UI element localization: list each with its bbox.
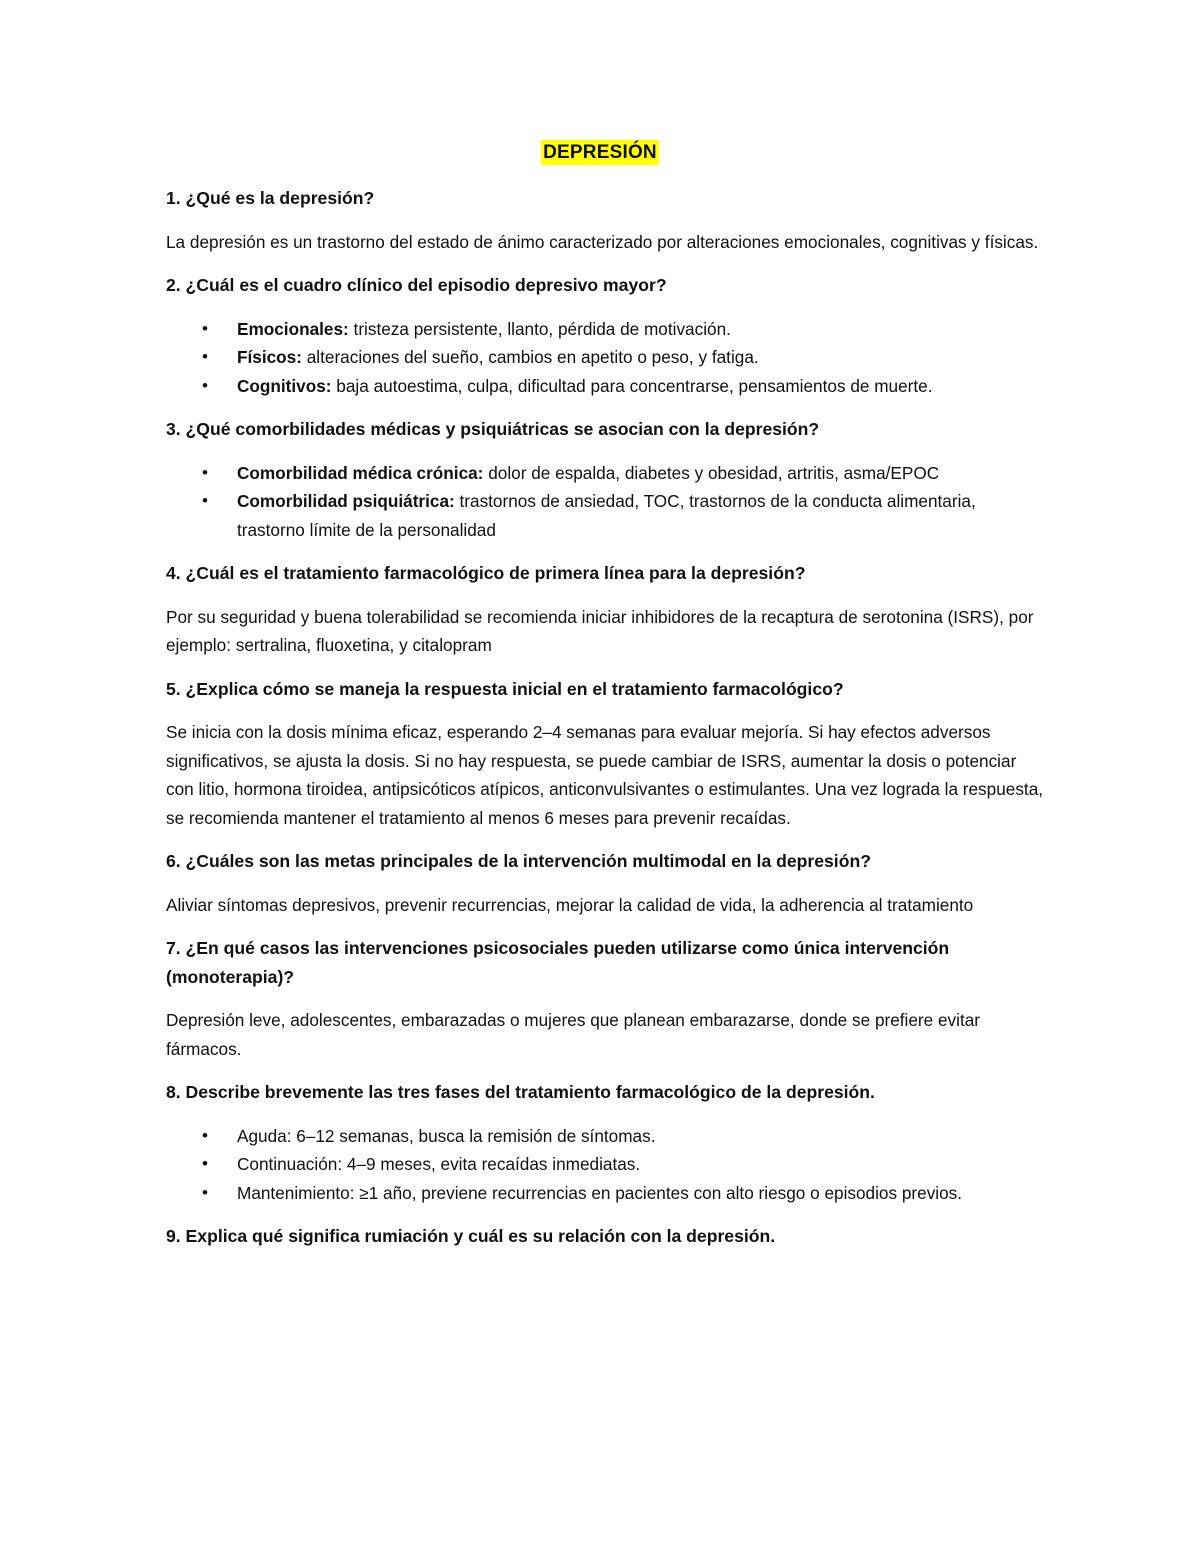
bullet-icon: • [202, 1125, 208, 1145]
list-item: • Continuación: 4–9 meses, evita recaídas inmediatas. [166, 1150, 1046, 1179]
answer-4: Por su seguridad y buena tolerabilidad se recomienda iniciar inhibidores de la recaptura de serotonina (ISRS), por ejemplo: sertralina, fluoxetina, y citalopram [166, 606, 1034, 655]
question-6: 6. ¿Cuáles son las metas principales de la intervención multimodal en la depresión? [166, 851, 871, 871]
list-item: • Físicos: alteraciones del sueño, cambios en apetito o peso, y fatiga. [166, 343, 1046, 372]
question-9: 9. Explica qué significa rumiación y cuál es su relación con la depresión. [166, 1226, 776, 1246]
question-5: 5. ¿Explica cómo se maneja la respuesta inicial en el tratamiento farmacológico? [166, 678, 844, 699]
bullet-list-2 [166, 315, 1046, 401]
question-8: 8. Describe brevemente las tres fases del tratamiento farmacológico de la depresión. [166, 1082, 875, 1102]
answer-1: La depresión es un trastorno del estado de ánimo caracterizado por alteraciones emocionales, cognitivas y físicas. [166, 231, 1039, 252]
bullet-list-8 [166, 1122, 1046, 1208]
list-item: • Comorbilidad médica crónica: dolor de espalda, diabetes y obesidad, artritis, asma/EPOC [166, 459, 1046, 488]
bullet-icon: • [202, 462, 208, 482]
list-item: • Cognitivos: baja autoestima, culpa, dificultad para concentrarse, pensamientos de muerte. [166, 372, 1046, 401]
list-item: • Aguda: 6–12 semanas, busca la remisión de síntomas. [166, 1122, 1046, 1151]
list-item: • Emocionales: tristeza persistente, llanto, pérdida de motivación. [166, 315, 1046, 344]
answer-6: Aliviar síntomas depresivos, prevenir recurrencias, mejorar la calidad de vida, la adherencia al tratamiento [166, 894, 974, 915]
question-3: 3. ¿Qué comorbilidades médicas y psiquiátricas se asocian con la depresión? [166, 419, 820, 439]
question-7: 7. ¿En qué casos las intervenciones psicosociales pueden utilizarse como única intervención (monoterapia)? [166, 938, 950, 987]
list-item: • Comorbilidad psiquiátrica: trastornos de ansiedad, TOC, trastornos de la conducta alimentaria, trastorno límite de la personalidad [166, 487, 1046, 544]
bullet-icon: • [202, 347, 208, 366]
bullet-icon: • [202, 1182, 208, 1202]
question-1: 1. ¿Qué es la depresión? [166, 188, 375, 208]
bullet-icon: • [202, 491, 208, 510]
document-title: DEPRESIÓN [543, 142, 657, 163]
question-4: 4. ¿Cuál es el tratamiento farmacológico de primera línea para la depresión? [166, 563, 806, 583]
bullet-list-3 [166, 459, 1046, 545]
bullet-icon: • [202, 1154, 208, 1173]
bullet-icon: • [202, 375, 208, 395]
answer-5: Se inicia con la dosis mínima eficaz, esperando 2–4 semanas para evaluar mejoría. Si hay efectos adversos significativos, se ajusta la dosis. Si no hay respuesta, se puede cambiar de ISRS, aumentar la dosis o potenciar con litio, hormona tiroidea, antipsicóticos atípicos, anticonvulsivantes o estimulantes. Una vez lograda la respuesta, se recomienda mantener el tratamiento al menos 6 meses para prevenir recaídas. [166, 722, 1044, 828]
document-body [166, 184, 1046, 1266]
title-wrap [0, 140, 1200, 165]
bullet-icon: • [202, 318, 208, 338]
list-item: • Mantenimiento: ≥1 año, previene recurrencias en pacientes con alto riesgo o episodios previos. [166, 1179, 1046, 1208]
question-2: 2. ¿Cuál es el cuadro clínico del episodio depresivo mayor? [166, 275, 667, 295]
answer-7: Depresión leve, adolescentes, embarazadas o mujeres que planean embarazarse, donde se prefiere evitar fármacos. [166, 1010, 981, 1059]
